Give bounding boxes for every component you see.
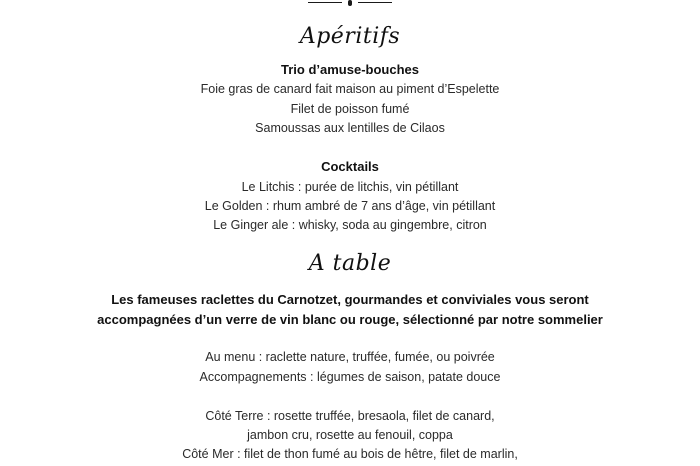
ornament-dot [348, 0, 352, 6]
ornament-line-right [358, 2, 392, 3]
cocktail-item: Le Golden : rhum ambré de 7 ans d’âge, vin pétillant [204, 199, 496, 213]
menu-line: Au menu : raclette nature, truffée, fumée, ou poivrée [205, 350, 495, 364]
cocktail-item: Le Litchis : purée de litchis, vin pétillant [241, 180, 459, 194]
trio-heading: Trio d’amuse-bouches [281, 62, 419, 77]
cocktails-heading: Cocktails [321, 159, 379, 174]
menu-line: Accompagnements : légumes de saison, patate douce [199, 370, 501, 384]
cocktail-item: Le Ginger ale : whisky, soda au gingembre, citron [213, 218, 487, 232]
sides-line: Côté Terre : rosette truffée, bresaola, filet de canard, [205, 409, 495, 423]
aperitifs-title: Apéritifs [299, 24, 401, 49]
trio-item: Filet de poisson fumé [290, 102, 410, 116]
a-table-title: A table [308, 251, 392, 276]
intro-line: Les fameuses raclettes du Carnotzet, gourmandes et conviviales vous seront [111, 292, 589, 307]
intro-line: accompagnées d’un verre de vin blanc ou rouge, sélectionné par notre sommelier [97, 312, 603, 327]
ornament-line-left [308, 2, 342, 3]
top-ornament [300, 0, 400, 8]
sides-line: jambon cru, rosette au fenouil, coppa [247, 428, 453, 442]
trio-item: Foie gras de canard fait maison au piment d’Espelette [200, 82, 500, 96]
trio-item: Samoussas aux lentilles de Cilaos [255, 121, 445, 135]
sides-line: Côté Mer : filet de thon fumé au bois de hêtre, filet de marlin, [182, 447, 518, 461]
